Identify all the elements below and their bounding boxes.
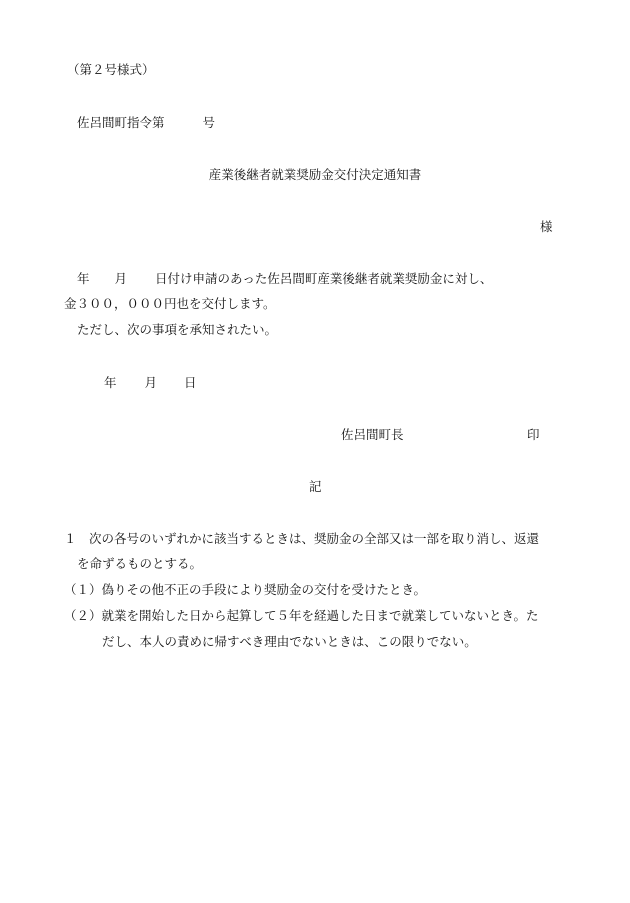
sub-item-2-line1: （２）就業を開始した日から起算して５年を経過した日まで就業していないとき。た	[64, 608, 539, 623]
instruction-prefix: 佐呂間町指令第	[77, 115, 165, 130]
item-1-line2: を命ずるものとする。	[77, 556, 203, 571]
body-month: 月	[114, 271, 128, 286]
date-day: 日	[184, 375, 197, 390]
body-paragraph-line2: 金３００，０００円也を交付します。	[64, 296, 276, 311]
body-year: 年	[77, 271, 90, 286]
body-paragraph-line3: ただし、次の事項を承知されたい。	[77, 322, 278, 337]
sub-item-1: （１）偽りその他不正の手段により奨励金の交付を受けたとき。	[64, 582, 427, 597]
issuer-title: 佐呂間町長	[341, 427, 404, 442]
date-line	[104, 377, 197, 390]
date-month: 月	[144, 375, 158, 390]
sub-item-2-line2: だし、本人の責めに帰すべき理由でないときは、この限りでない。	[102, 634, 477, 649]
body-paragraph-line1	[77, 273, 492, 286]
instruction-suffix: 号	[202, 115, 216, 130]
addressee-suffix: 様	[540, 219, 553, 234]
note-heading: 記	[309, 479, 322, 494]
instruction-number	[77, 117, 215, 130]
form-number: （第２号様式）	[67, 62, 155, 77]
date-year: 年	[104, 375, 117, 390]
seal-mark: 印	[527, 427, 540, 442]
document-title: 産業後継者就業奨励金交付決定通知書	[208, 167, 422, 182]
item-1-line1: １ 次の各号のいずれかに該当するときは、奨励金の全部又は一部を取り消し、返還	[64, 531, 540, 546]
body-text-line1: 日付け申請のあった佐呂間町産業後継者就業奨励金に対し、	[155, 271, 493, 286]
